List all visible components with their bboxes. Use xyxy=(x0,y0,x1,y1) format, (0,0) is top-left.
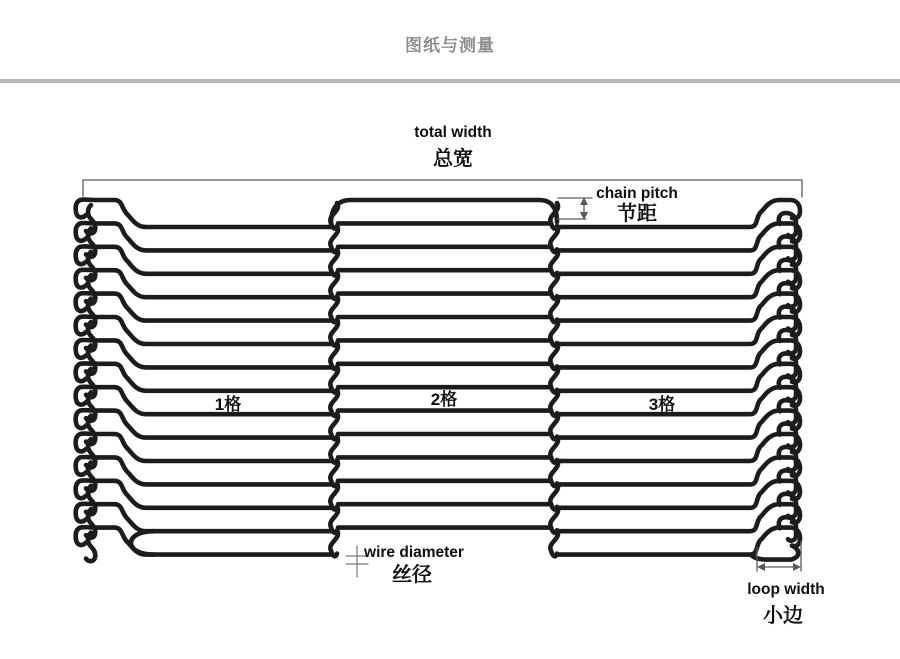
total-width-dimension-line xyxy=(83,180,802,197)
belt-left-bottom-loop xyxy=(131,531,154,554)
total-width-label-cn: 总宽 xyxy=(433,148,473,170)
belt-joint-column xyxy=(550,203,558,556)
wire-diameter-label-en: wire diameter xyxy=(364,544,464,561)
loop-width-arrow-right xyxy=(793,563,801,571)
page-title: 图纸与测量 xyxy=(405,36,495,55)
section-2-label: 2格 xyxy=(430,390,458,409)
belt-right-hook-and-wire xyxy=(557,200,800,227)
section-1-label: 1格 xyxy=(214,395,242,414)
loop-width-arrow-left xyxy=(757,563,765,571)
chain-pitch-label-cn: 节距 xyxy=(617,203,657,225)
loop-width-label-cn: 小边 xyxy=(763,605,803,627)
belt-drawing xyxy=(76,200,800,562)
chain-pitch-dimension-line xyxy=(557,198,592,219)
section-3-label: 3格 xyxy=(648,395,676,414)
total-width-label-en: total width xyxy=(414,124,492,141)
dimension-lines xyxy=(83,180,802,577)
wire-diameter-label-cn: 丝径 xyxy=(392,564,432,586)
belt-middle-top-plateau xyxy=(331,200,557,224)
chain-pitch-label-en: chain pitch xyxy=(596,185,678,202)
loop-width-label-en: loop width xyxy=(747,581,825,598)
